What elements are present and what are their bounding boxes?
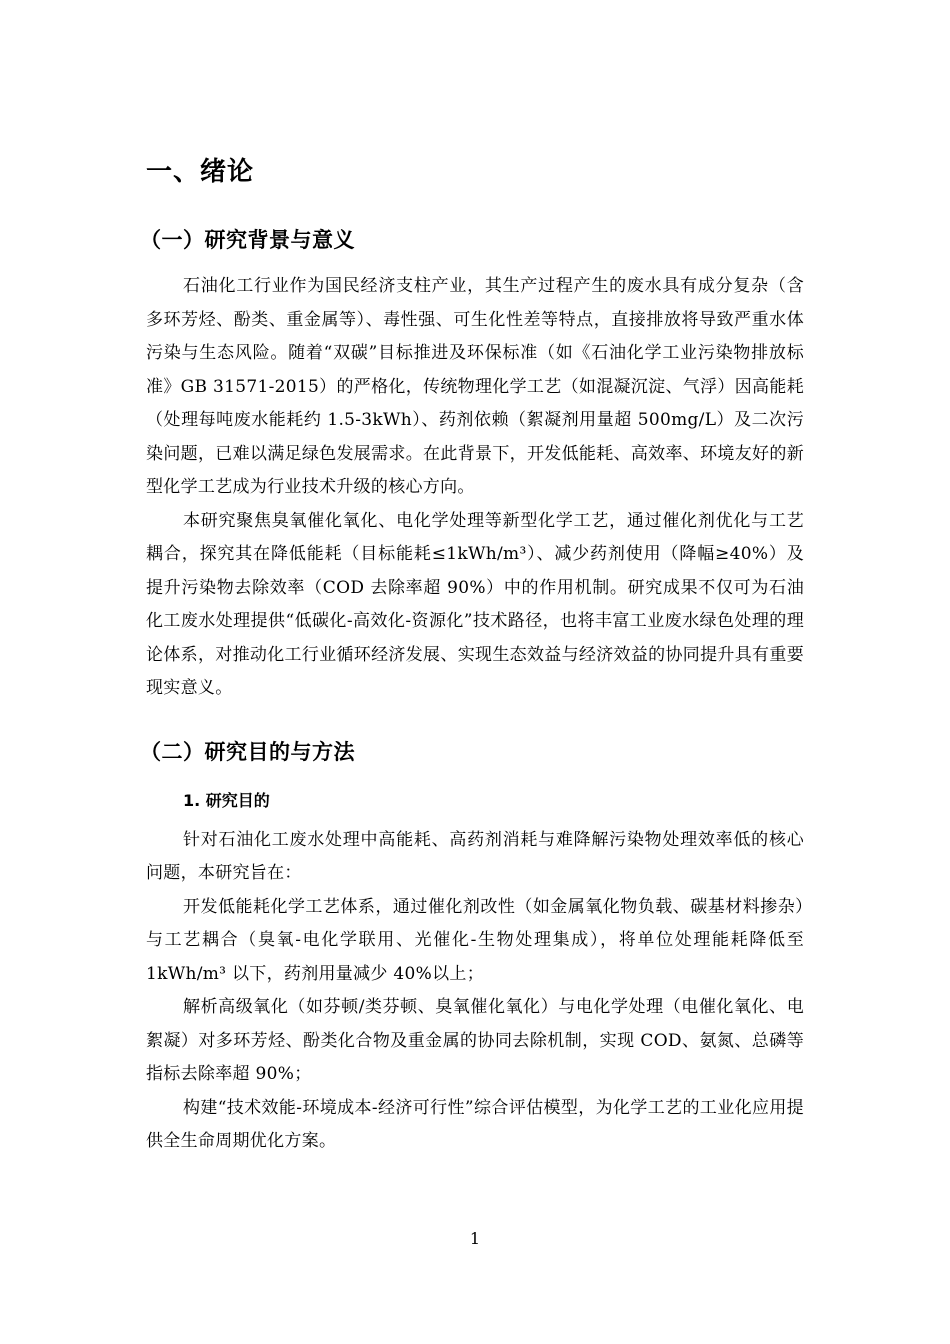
paragraph: 石油化工行业作为国民经济支柱产业，其生产过程产生的废水具有成分复杂（含多环芳烃、酚类、重金属等）、毒性强、可生化性差等特点，直接排放将导致严重水体污染与生态风险。随着“双碳”目标推进及环保标准（如《石油化学工业污染物排放标准》GB 31571-2015）的严格化，传统物理化学工艺（如混凝沉淀、气浮）因高能耗（处理每吨废水能耗约 1.5-3kWh）、药剂依赖（絮凝剂用量超 500mg/L）及二次污染问题，已难以满足绿色发展需求。在此背景下，开发低能耗、高效率、环境友好的新型化学工艺成为行业技术升级的核心方向。 (146, 276, 804, 497)
paragraph: 本研究聚焦臭氧催化氧化、电化学处理等新型化学工艺，通过催化剂优化与工艺耦合，探究其在降低能耗（目标能耗≤1kWh/m³）、减少药剂使用（降幅≥40%）及提升污染物去除效率（COD 去除率超 90%）中的作用机制。研究成果不仅可为石油化工废水处理提供“低碳化-高效化-资源化”技术路径，也将丰富工业废水绿色处理的理论体系，对推动化工行业循环经济发展、实现生态效益与经济效益的协同提升具有重要现实意义。 (146, 510, 804, 698)
subsection-body (146, 824, 804, 1159)
section-1-title: （一）研究背景与意义 (140, 228, 355, 252)
section-1-body (146, 270, 804, 706)
section-2-title: （二）研究目的与方法 (140, 739, 355, 764)
paragraph: 开发低能耗化学工艺体系，通过催化剂改性（如金属氧化物负载、碳基材料掺杂）与工艺耦合（臭氧-电化学联用、光催化-生物处理集成），将单位处理能耗降低至 1kWh/m³ 以下，药剂用量减少 40%以上； (146, 896, 804, 984)
subsection-title: 1. 研究目的 (183, 790, 270, 810)
paragraph: 针对石油化工废水处理中高能耗、高药剂消耗与难降解污染物处理效率低的核心问题，本研究旨在： (146, 829, 804, 883)
paragraph: 构建“技术效能-环境成本-经济可行性”综合评估模型，为化学工艺的工业化应用提供全生命周期优化方案。 (146, 1097, 804, 1151)
chapter-title: 一、绪论 (146, 157, 255, 187)
document-body (140, 150, 804, 1159)
paragraph: 解析高级氧化（如芬顿/类芬顿、臭氧催化氧化）与电化学处理（电催化氧化、电絮凝）对多环芳烃、酚类化合物及重金属的协同去除机制，实现 COD、氨氮、总磷等指标去除率超 90%； (146, 997, 804, 1084)
page-number: 1 (469, 1229, 481, 1248)
